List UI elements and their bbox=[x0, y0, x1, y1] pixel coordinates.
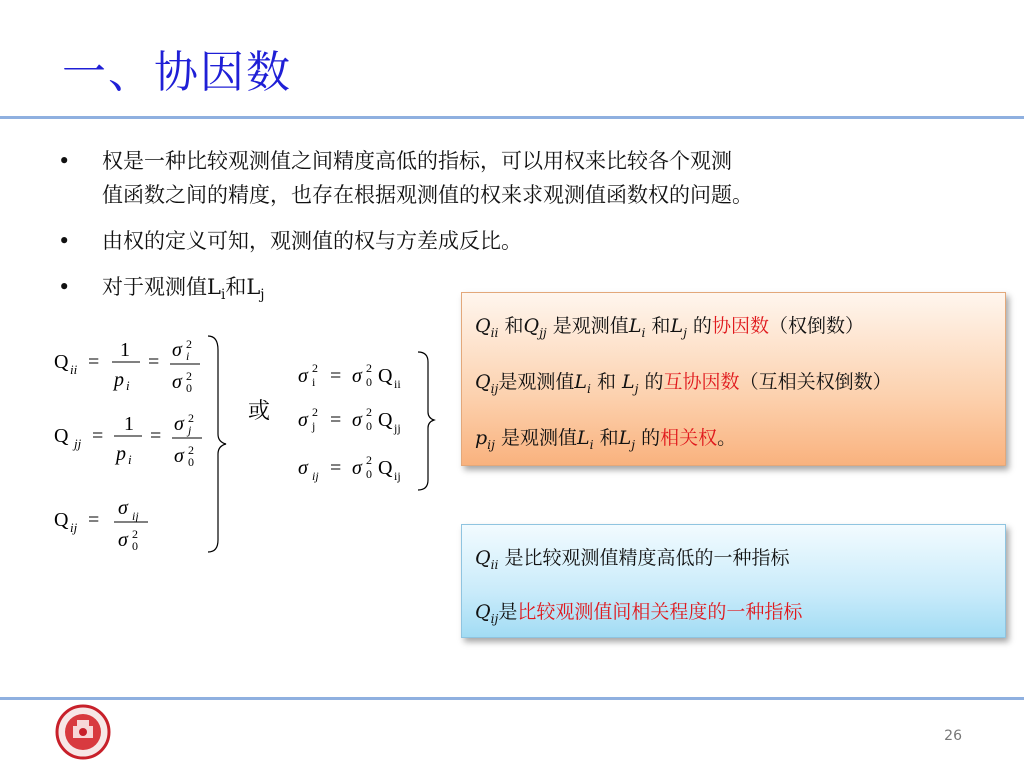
svg-text:i: i bbox=[128, 452, 132, 467]
bottom-divider bbox=[0, 697, 1024, 700]
svg-text:Q: Q bbox=[378, 409, 393, 431]
equation-qij bbox=[54, 497, 148, 553]
equation-qjj bbox=[54, 411, 202, 469]
svg-text:=: = bbox=[92, 425, 104, 447]
svg-text:=: = bbox=[88, 509, 100, 531]
svg-text:2: 2 bbox=[366, 405, 372, 419]
svg-text:i: i bbox=[312, 375, 316, 389]
svg-text:Q: Q bbox=[378, 365, 393, 387]
svg-text:1: 1 bbox=[120, 339, 130, 361]
svg-text:σ: σ bbox=[352, 409, 362, 431]
svg-text:2: 2 bbox=[186, 369, 192, 383]
equation-qii bbox=[54, 337, 200, 395]
svg-text:j: j bbox=[312, 419, 316, 433]
bullet-marker: • bbox=[58, 229, 71, 253]
note-row: $Q_{ij}$是比较观测值间相关程度的一种指标 bbox=[475, 601, 803, 626]
svg-text:=: = bbox=[330, 365, 342, 387]
bullet-text: 对于观测值L bbox=[102, 275, 221, 299]
svg-text:1: 1 bbox=[124, 413, 134, 435]
svg-text:σ: σ bbox=[298, 365, 308, 387]
cofactor-definition-box bbox=[461, 292, 1006, 466]
svg-text:Q: Q bbox=[54, 509, 69, 531]
svg-text:j: j bbox=[188, 423, 192, 437]
svg-text:2: 2 bbox=[132, 527, 138, 541]
svg-text:i: i bbox=[126, 378, 130, 393]
svg-text:i: i bbox=[186, 349, 190, 363]
svg-text:2: 2 bbox=[366, 361, 372, 375]
svg-text:ij: ij bbox=[70, 520, 78, 535]
svg-text:σ: σ bbox=[352, 365, 362, 387]
page-number: 26 bbox=[944, 728, 962, 744]
svg-text:0: 0 bbox=[188, 455, 194, 469]
equation-variance-group bbox=[298, 361, 401, 483]
svg-text:σ: σ bbox=[298, 457, 308, 479]
svg-text:=: = bbox=[148, 351, 160, 373]
slide-title: 一、协因数 bbox=[62, 47, 292, 98]
svg-text:p: p bbox=[116, 443, 126, 465]
university-seal-logo bbox=[55, 704, 111, 760]
svg-text:2: 2 bbox=[312, 361, 318, 375]
svg-text:0: 0 bbox=[366, 375, 372, 389]
bullet-item bbox=[58, 224, 988, 258]
bullet-text: 权是一种比较观测值之间精度高低的指标，可以用权来比较各个观测 bbox=[102, 149, 732, 173]
svg-text:σ: σ bbox=[174, 413, 184, 435]
svg-text:2: 2 bbox=[188, 443, 194, 457]
svg-text:2: 2 bbox=[366, 453, 372, 467]
svg-text:0: 0 bbox=[186, 381, 192, 395]
definition-row: $Q_{ii}$ 和$Q_{jj}$ 是观测值$L_i$ 和$L_j$ 的协因数（权倒数） bbox=[475, 315, 864, 340]
svg-text:=: = bbox=[88, 351, 100, 373]
svg-text:2: 2 bbox=[186, 337, 192, 351]
bullet-text: 值函数之间的精度，也存在根据观测值的权来求观测值函数权的问题。 bbox=[102, 183, 753, 207]
svg-text:2: 2 bbox=[312, 405, 318, 419]
svg-text:ij: ij bbox=[394, 469, 401, 483]
svg-text:Q: Q bbox=[54, 425, 69, 447]
svg-text:ii: ii bbox=[70, 362, 78, 377]
svg-text:p: p bbox=[114, 369, 124, 391]
svg-text:0: 0 bbox=[366, 419, 372, 433]
svg-text:=: = bbox=[330, 457, 342, 479]
svg-text:0: 0 bbox=[366, 467, 372, 481]
svg-text:=: = bbox=[150, 425, 162, 447]
svg-text:σ: σ bbox=[352, 457, 362, 479]
svg-text:σ: σ bbox=[172, 371, 182, 393]
top-divider bbox=[0, 116, 1024, 119]
svg-text:Q: Q bbox=[54, 351, 69, 373]
svg-text:ij: ij bbox=[132, 509, 139, 523]
svg-text:jj: jj bbox=[394, 421, 401, 435]
svg-text:ij: ij bbox=[312, 469, 319, 483]
or-label: 或 bbox=[248, 399, 271, 424]
bullet-text: 由权的定义可知，观测值的权与方差成反比。 bbox=[102, 229, 522, 253]
svg-text:σ: σ bbox=[118, 529, 128, 551]
svg-text:0: 0 bbox=[132, 539, 138, 553]
svg-text:ii: ii bbox=[394, 377, 401, 391]
bullet-item bbox=[58, 144, 988, 212]
bullet-marker: • bbox=[58, 149, 71, 173]
svg-text:=: = bbox=[330, 409, 342, 431]
svg-text:Q: Q bbox=[378, 457, 393, 479]
svg-text:2: 2 bbox=[188, 411, 194, 425]
bullet-item: • 对于观测值$L_i$和$L_j$ bbox=[58, 270, 988, 312]
bullet-marker: • bbox=[58, 275, 71, 299]
svg-text:jj: jj bbox=[74, 436, 82, 451]
definition-row: $p_{ij}$ 是观测值$L_i$ 和$L_j$ 的相关权。 bbox=[475, 427, 737, 452]
note-row: $Q_{ii}$ 是比较观测值精度高低的一种指标 bbox=[475, 547, 790, 572]
formula-block bbox=[48, 330, 458, 560]
svg-text:σ: σ bbox=[118, 497, 128, 519]
svg-text:σ: σ bbox=[174, 445, 184, 467]
definition-row: $Q_{ij}$是观测值$L_i$ 和 $L_j$ 的互协因数（互相关权倒数） bbox=[475, 371, 892, 396]
svg-text:σ: σ bbox=[172, 339, 182, 361]
cofactor-note-box bbox=[461, 524, 1006, 638]
svg-text:σ: σ bbox=[298, 409, 308, 431]
